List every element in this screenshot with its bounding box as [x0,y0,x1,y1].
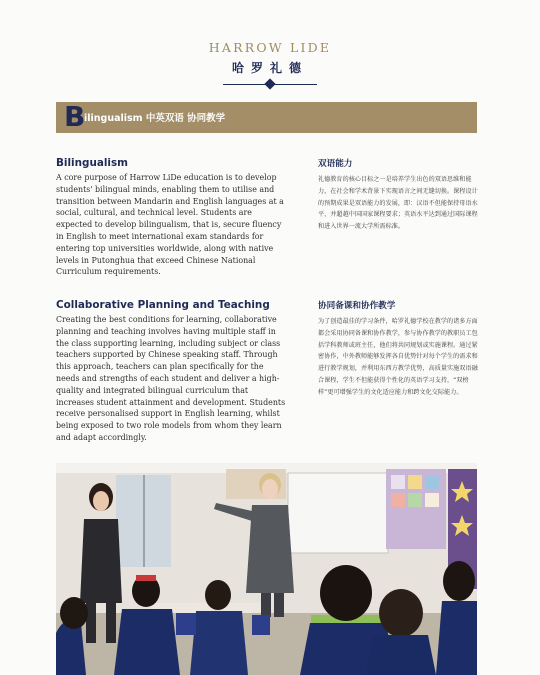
section-banner [56,102,477,133]
poster-card [391,475,405,489]
collaboration-body-en: Creating the best conditions for learning, collaborative planning and teaching involves having multiple staff in the class supporting learning, including subject or class teachers supported by Chinese speaking staff. Through this approach, teachers can plan specifically for the needs and strengths of each student and deliver a high-quality and integrated bilingual curriculum that increases student attainment and development. Students receive personalised support in English learning, whilst being exposed to two role models from whom they learn and adapt accordingly. [56,315,286,442]
poster-card [425,493,439,507]
banner-initial: B [64,100,86,133]
logo-name-en: HARROW LIDE [208,40,332,55]
classroom-photo [56,463,477,675]
bilingualism-heading-en: Bilingualism [56,157,128,169]
diamond-icon [264,78,275,89]
student-head [205,580,231,610]
collaboration-heading-en: Collaborative Planning and Teaching [56,299,270,311]
collaboration-heading-cn: 协同备课和协作教学 [318,301,396,311]
chair [176,613,196,635]
harrow-lide-logo [0,40,540,90]
collaboration-section-en [56,299,288,444]
bilingualism-section-en [56,157,288,278]
bilingualism-section-cn [318,157,478,233]
logo-name-cn: 哈罗礼德 [231,61,308,75]
teacher-leg [106,603,116,643]
collaboration-body-cn: 为了创造最佳的学习条件，哈罗礼德学校在教学的诸多方面都会采用协同备课和协作教学，参与协作教学的教职员工包括学科教师或班主任，他们将共同规划或实施课程。通过紧密协作，中外教师能够发挥各自优势针对每个学生的需求和进行教学规划，并利用东西方教学优势，高质量实施双语融合课程，学生不但能获得个性化的英语学习支持，“双榜样”更可增强学生的文化适应能力和跨文化交际能力。 [318,318,478,396]
student-uniform [366,635,436,675]
lead-teacher-leg [274,593,284,617]
poster-card [408,475,422,489]
student-head-foreground [320,565,372,621]
lead-teacher-cardigan [246,505,294,593]
bilingualism-heading-cn: 双语能力 [318,159,353,169]
bilingualism-body-cn: 礼德教育的核心目标之一是培养学生出色的双语思维和能力，在社会和学术背景下实现语言之间无缝切换。课程设计的预期成果是双语能力的发展，即：汉语不但能保持母语水平，并超越中国国家课程要求；英语水平达到通过国际课程和进入世界一流大学所需标准。 [318,176,478,231]
bilingualism-body-en: A core purpose of Harrow LiDe education is to develop students' bilingual minds, enabling them to utilise and transition between Mandarin and English languages at a social, cultural, and technical level. Students are expected to develop bilingualism, that is, secure fluency in English to meet international exam standards for entering top universities worldwide, along with native levels in Putonghua that exceed Chinese National Curriculum requirements. [56,173,284,277]
student-uniform [114,609,180,675]
whiteboard [288,473,388,553]
poster-card [425,475,439,489]
student-head-foreground [379,589,423,637]
poster-card [408,493,422,507]
chair [252,615,270,635]
red-hairband [136,575,156,581]
window-frame [143,475,145,567]
student-uniform [436,601,477,675]
logo-divider [223,80,317,90]
poster-card [391,493,405,507]
student-head [60,597,88,629]
banner-title: ilingualism 中英双语 协同教学 [84,113,226,124]
lead-teacher-leg [261,593,271,617]
classroom-illustration [56,463,477,675]
teacher-face [93,491,109,511]
student-head [443,561,475,601]
collaboration-section-cn [318,299,478,399]
lead-teacher-face [262,479,278,499]
teacher-suit [80,519,122,603]
student-uniform [190,611,248,675]
